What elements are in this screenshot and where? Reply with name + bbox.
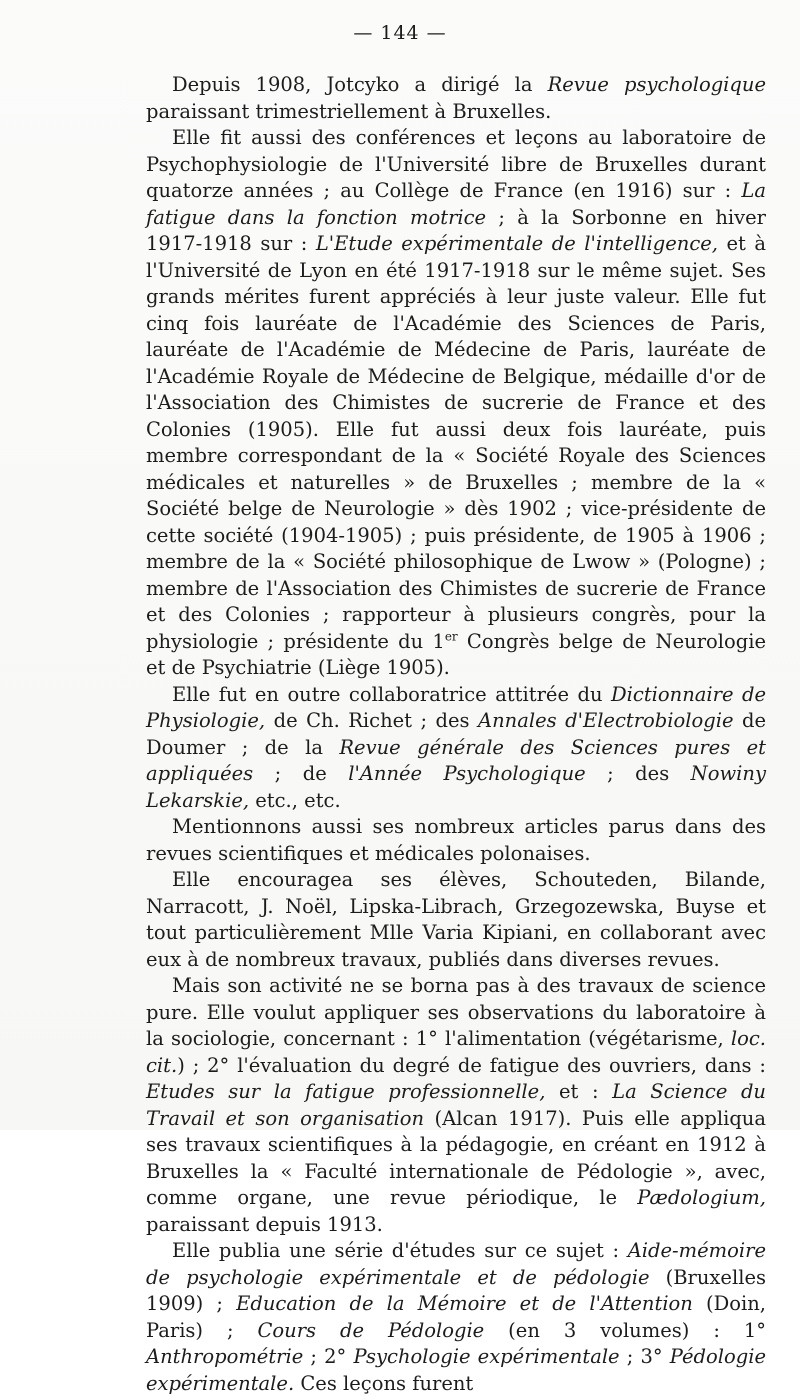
paragraph: [146, 867, 766, 973]
text-run: ) ; 2° l'évaluation du degré de fatigue des ouvriers, dans :: [177, 1053, 766, 1077]
italic-title: Psychologie expérimentale: [353, 1345, 620, 1368]
paragraph: [146, 1238, 766, 1397]
italic-title: loc. cit.: [146, 1027, 766, 1077]
italic-title: Pédologie expérimentale.: [146, 1345, 766, 1395]
italic-title: Aide-mémoire de psychologie expérimentale et de pédologie: [146, 1239, 766, 1289]
text-run: ; 3°: [619, 1345, 670, 1368]
italic-title: Dictionnaire de Physiologie,: [146, 682, 766, 732]
paragraph: [146, 125, 766, 682]
text-run: paraissant trimestriellement à Bruxelles.: [146, 99, 552, 123]
italic-title: Cours de Pédologie: [257, 1318, 485, 1342]
italic-title: Anthropométrie: [146, 1345, 304, 1368]
page-number: — 144 —: [353, 22, 447, 44]
italic-title: Pædologium,: [637, 1186, 766, 1209]
text-run: ; à la Sorbonne en hiver 1917-1918 sur :: [146, 205, 766, 255]
text-run: Elle fit aussi des conférences et leçons au laboratoire de Psychophysiologie de l'Université libre de Bruxelles durant quatorze années ; au Collège de France (en 1916) sur :: [146, 126, 766, 202]
text-run: Ces leçons furent: [294, 1371, 474, 1395]
text-run: Depuis 1908, Jotcyko a dirigé la: [172, 73, 548, 96]
text-run: et à l'Université de Lyon en été 1917-1918 sur le même sujet. Ses grands mérites furent appréciés à leur juste valeur. Elle fut cinq fois lauréate de l'Académie des Sciences de Paris, lauréate de l'Académie de Médecine de Paris, lauréate de l'Académie Royale de Médecine de Belgique, médaille d'or de l'Association des Chimistes de sucrerie de France et des Colonies (1905). Elle fut aussi deux fois lauréate, puis membre correspondant de la « Société Royale des Sciences médicales et naturelles » de Bruxelles ; membre de la « Société belge de Neurologie » dès 1902 ; vice-présidente de cette société (1904-1905) ; puis présidente, de 1905 à 1906 ; membre de la « Société philosophique de Lwow » (Pologne) ; membre de l'Association des Chimistes de sucrerie de France et des Colonies ; rapporteur à plusieurs congrès, pour la physiologie ; présidente du 1: [146, 232, 766, 653]
text-run: Mais son activité ne se borna pas à des travaux de science pure. Elle voulut appliquer ses observations du laboratoire à la sociologie, concernant : 1° l'alimentation (végétarisme,: [146, 974, 766, 1050]
paragraph: [146, 814, 766, 867]
italic-title: Education de la Mémoire et de l'Attention: [236, 1292, 693, 1315]
text-run: (Alcan 1917). Puis elle appliqua ses travaux scientifiques à la pédagogie, en créant en 1912 à Bruxelles la « Faculté internationale de Pédologie », avec, comme organe, une revue périodique, le: [146, 1106, 766, 1209]
text-run: (Doin, Paris) ;: [146, 1292, 766, 1342]
text-run: de Doumer ; de la: [146, 709, 766, 759]
text-run: Congrès belge de Neurologie et de Psychiatrie (Liège 1905).: [146, 629, 766, 679]
italic-title: Annales d'Electrobiologie: [478, 709, 734, 732]
italic-title: Revue générale des Sciences pures et appliquées: [146, 735, 766, 785]
paragraph: [146, 72, 766, 125]
superscript: er: [444, 629, 458, 643]
text-run: Mentionnons aussi ses nombreux articles parus dans des revues scientifiques et médicales polonaises.: [146, 815, 766, 865]
paragraph: [146, 682, 766, 815]
italic-title: La Science du Travail et son organisation: [146, 1080, 766, 1130]
italic-title: L'Etude expérimentale de l'intelligence,: [315, 232, 718, 255]
italic-title: La fatigue dans la fonction motrice: [146, 179, 766, 229]
italic-title: Etudes sur la fatigue professionnelle,: [146, 1080, 546, 1103]
paragraph: [146, 973, 766, 1238]
text-run: ; de: [253, 762, 349, 785]
text-run: paraissant depuis 1913.: [146, 1212, 383, 1236]
text-run: ; des: [585, 762, 691, 785]
text-run: de Ch. Richet ; des: [265, 709, 479, 732]
text-run: Elle fut en outre collaboratrice attitrée du: [172, 682, 612, 706]
italic-title: Revue psychologique: [547, 73, 767, 96]
italic-title: l'Année Psychologique: [348, 762, 586, 785]
text-run: (en 3 volumes) : 1°: [484, 1318, 767, 1342]
body-text: [146, 72, 766, 1397]
text-run: etc., etc.: [249, 788, 341, 812]
italic-title: Nowiny Lekarskie,: [146, 762, 766, 812]
text-run: (Bruxelles 1909) ;: [146, 1265, 766, 1315]
text-run: Elle encouragea ses élèves, Schouteden, Bilande, Narracott, J. Noël, Lipska-Librach, Grzegozewska, Buyse et tout particulièrement Mlle Varia Kipiani, en collaborant avec eux à de nombreux travaux, publiés dans diverses revues.: [146, 868, 766, 971]
text-run: ; 2°: [303, 1345, 354, 1368]
text-run: et :: [545, 1080, 613, 1103]
text-run: Elle publia une série d'études sur ce sujet :: [172, 1239, 628, 1262]
